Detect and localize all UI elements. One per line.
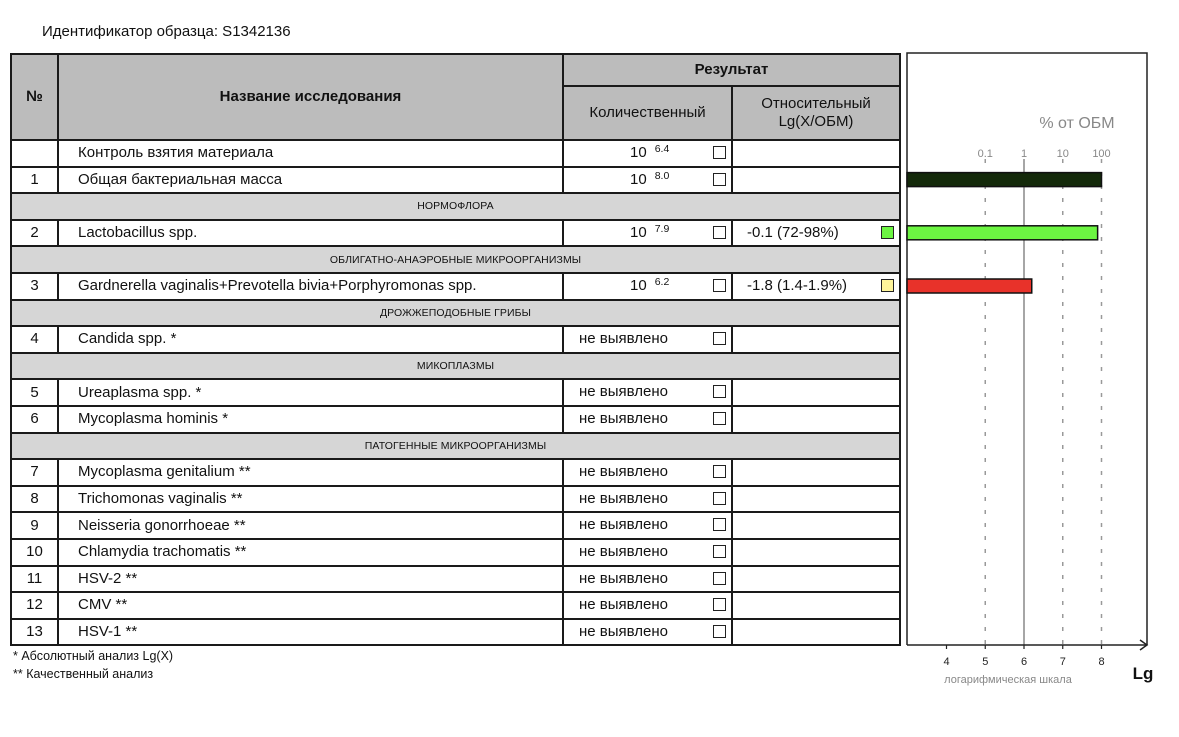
section-label: НОРМОФЛОРА [11, 193, 900, 220]
header-result: Результат [563, 54, 900, 86]
row-number: 8 [11, 486, 58, 513]
test-name: Candida spp. * [58, 326, 563, 353]
relative-value: -1.8 (1.4-1.9%) [747, 276, 848, 294]
quantitative-value: не выявлено [579, 489, 669, 507]
x-axis-sublabel: логарифмическая шкала [944, 674, 1072, 686]
row-number: 6 [11, 406, 58, 433]
test-name: Neisseria gonorrhoeae ** [58, 512, 563, 539]
section-label: МИКОПЛАЗМЫ [11, 353, 900, 380]
relative-value: -0.1 (72-98%) [747, 223, 839, 241]
percent-tick-label: 1 [1020, 148, 1028, 160]
chart-frame [907, 53, 1147, 645]
row-number: 9 [11, 512, 58, 539]
quantitative-value: не выявлено [579, 330, 669, 348]
row-number: 11 [11, 566, 58, 593]
quantitative-value: не выявлено [579, 463, 669, 481]
row-number: 3 [11, 273, 58, 300]
x-axis-label: Lg [1132, 664, 1154, 683]
row-number: 13 [11, 619, 58, 646]
header-name: Название исследования [58, 54, 563, 140]
x-tick-label: 8 [1098, 656, 1105, 668]
quantitative-value: не выявлено [579, 596, 669, 614]
sample-id: Идентификатор образца: S1342136 [42, 23, 291, 40]
section-label: ПАТОГЕННЫЕ МИКРООРГАНИЗМЫ [11, 433, 900, 460]
x-tick-label: 6 [1020, 656, 1028, 668]
test-name: Общая бактериальная масса [58, 167, 563, 194]
row-number: 5 [11, 379, 58, 406]
test-name: Lactobacillus spp. [58, 220, 563, 247]
bar [907, 279, 1032, 293]
row-number: 2 [11, 220, 58, 247]
test-name: Gardnerella vaginalis+Prevotella bivia+Porphyromonas spp. [58, 273, 563, 300]
test-name: HSV-2 ** [58, 566, 563, 593]
quantitative-value: не выявлено [579, 622, 669, 640]
section-label: ОБЛИГАТНО-АНАЭРОБНЫЕ МИКРООРГАНИЗМЫ [11, 246, 900, 273]
section-label: ДРОЖЖЕПОДОБНЫЕ ГРИБЫ [11, 300, 900, 327]
row-number: 10 [11, 539, 58, 566]
quantitative-base: 10 [630, 223, 647, 241]
test-name: Mycoplasma genitalium ** [58, 459, 563, 486]
header-relative-line1: Относительный [761, 95, 871, 113]
row-number: 7 [11, 459, 58, 486]
header-num: № [11, 54, 58, 140]
x-tick-label: 5 [982, 656, 989, 668]
x-tick-label: 4 [943, 656, 950, 668]
quantitative-exponent: 7.9 [654, 222, 670, 235]
quantitative-value: не выявлено [579, 542, 669, 560]
test-name: Chlamydia trachomatis ** [58, 539, 563, 566]
quantitative-base: 10 [630, 144, 647, 161]
header-relative-line2: Lg(X/ОБМ) [778, 113, 854, 131]
quantitative-value: не выявлено [579, 569, 669, 587]
footnote-absolute: * Абсолютный анализ Lg(X) [13, 649, 174, 663]
test-name: Контроль взятия материала [58, 140, 563, 167]
quantitative-value: не выявлено [579, 409, 669, 427]
percent-tick-label: 10 [1056, 148, 1069, 160]
quantitative-base: 10 [630, 170, 647, 188]
chart-title: % от ОБМ [1039, 115, 1115, 132]
percent-tick-label: 100 [1092, 148, 1111, 160]
test-name: Mycoplasma hominis * [58, 406, 563, 433]
row-number: 4 [11, 326, 58, 353]
row-number: 12 [11, 592, 58, 619]
quantitative-exponent: 6.2 [654, 275, 670, 288]
bar [907, 226, 1098, 240]
header-quantitative: Количественный [563, 86, 732, 140]
quantitative-exponent: 6.4 [654, 143, 670, 155]
test-name: Trichomonas vaginalis ** [58, 486, 563, 513]
percent-tick-label: 0.1 [977, 148, 993, 160]
bar [907, 173, 1102, 187]
quantitative-value: не выявлено [579, 516, 669, 534]
test-name: Ureaplasma spp. * [58, 379, 563, 406]
x-tick-label: 7 [1059, 656, 1066, 668]
test-name: CMV ** [58, 592, 563, 619]
test-name: HSV-1 ** [58, 619, 563, 646]
quantitative-value: не выявлено [579, 383, 669, 401]
footnote-qualitative: ** Качественный анализ [13, 667, 154, 681]
quantitative-base: 10 [630, 276, 647, 294]
row-number: 1 [11, 167, 58, 194]
quantitative-exponent: 8.0 [654, 169, 670, 182]
